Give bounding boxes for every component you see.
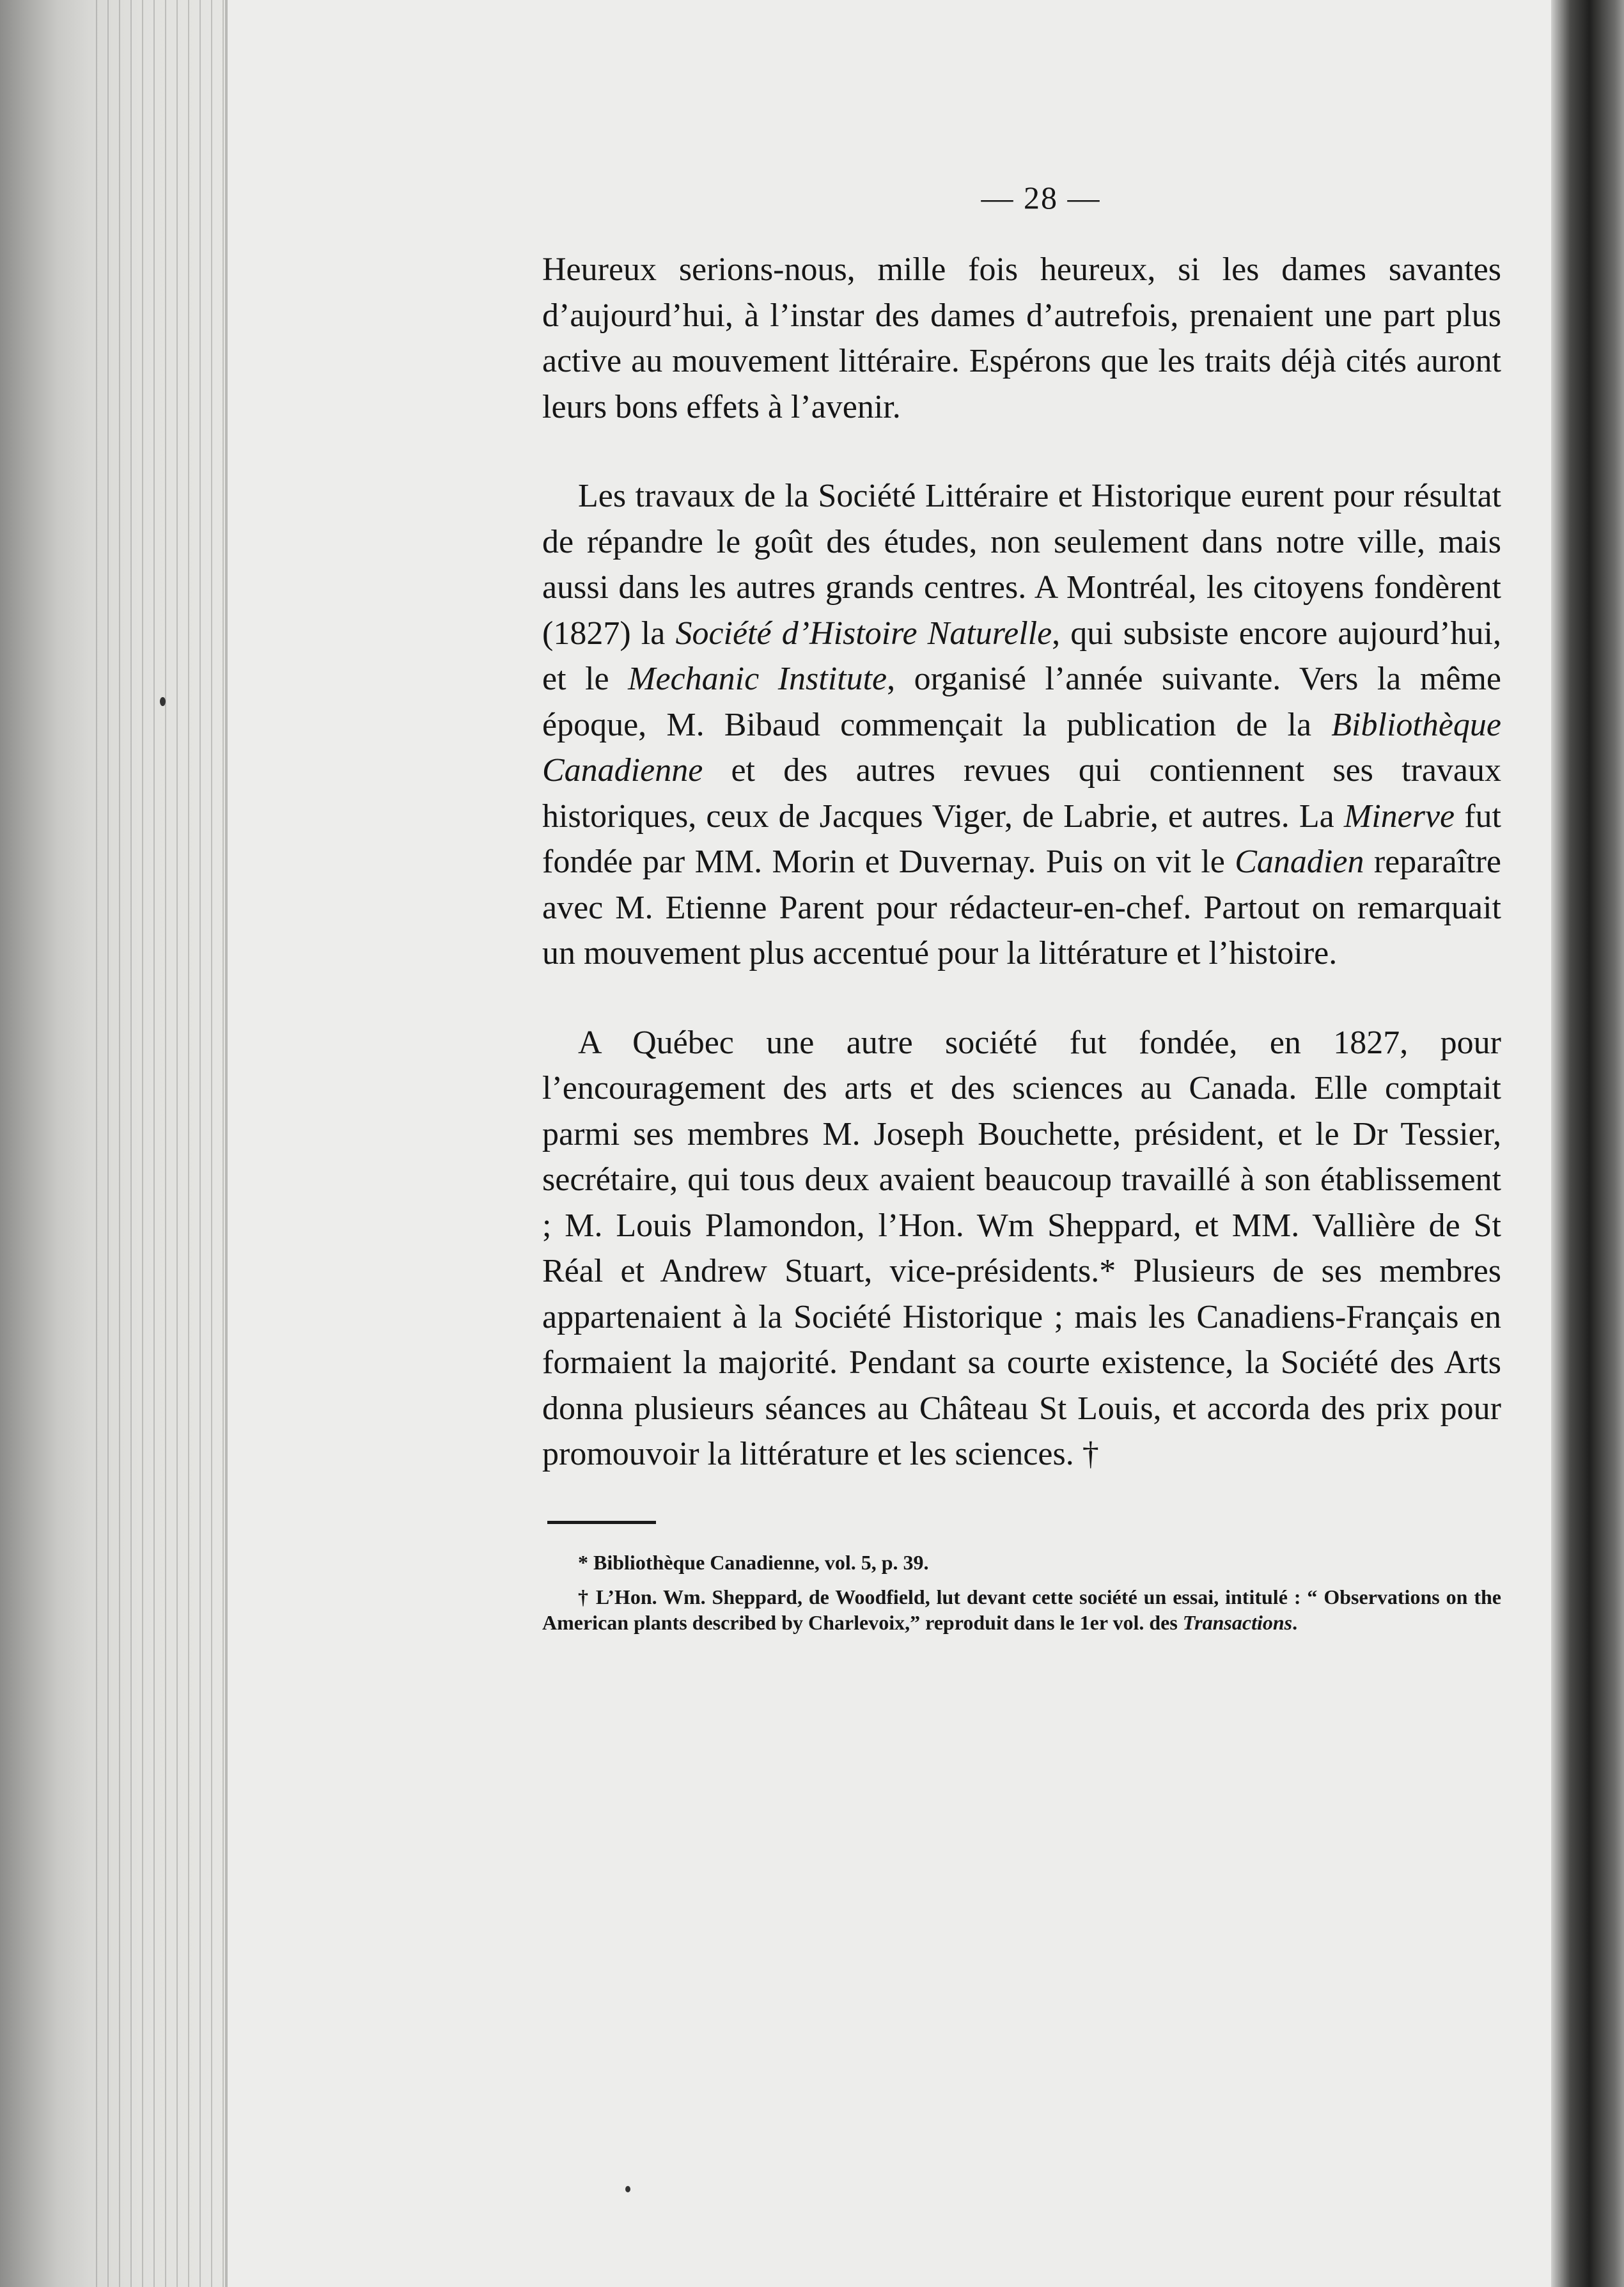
text-run: † L’Hon. Wm. Sheppard, de Woodfield, lut devant cette société un essai, intitulé : “ Observations on the American plants described by Charlevoix,” reproduit dans le 1er vol. des — [542, 1585, 1501, 1634]
text-run: , organisé l’année suivante. Vers la même époque, M. Bibaud commençait la publication de la — [542, 661, 1501, 743]
footnote-1 — [542, 1550, 1501, 1575]
text-run: et des autres revues qui contiennent ses travaux historiques, ceux de Jacques Viger, de Labrie, et autres. La — [542, 752, 1501, 835]
page-edge-lines — [96, 0, 230, 2287]
italic-title: Société d’Histoire Naturelle — [675, 615, 1052, 652]
footnote-rule — [547, 1521, 656, 1524]
italic-title: Canadien — [1235, 844, 1364, 880]
text-run: reparaître avec M. Etienne Parent pour rédacteur-en-chef. Partout on remarquait un mouvement plus accentué pour la littérature et l’histoire. — [542, 844, 1501, 971]
scan-speck — [625, 2186, 630, 2192]
paragraph-2 — [542, 473, 1501, 977]
italic-title: Minerve — [1343, 798, 1455, 835]
text-run: Les travaux de la Société Littéraire et Historique eurent pour résultat de répandre le goût des études, non seulement dans notre ville, mais aussi dans les autres grands centres. A Montréal, les citoyens fondèrent (1827) la — [542, 478, 1501, 652]
scan-speck — [160, 697, 166, 706]
paragraph-1 — [542, 247, 1501, 430]
binding-shadow — [1551, 0, 1624, 2287]
page-number: — 28 — — [981, 180, 1101, 216]
italic-title: Bibliothèque Canadienne — [542, 706, 1501, 789]
text-run: fut fondée par MM. Morin et Duvernay. Puis on vit le — [542, 798, 1502, 880]
text-run: * Bibliothèque Canadienne, vol. 5, p. 39. — [578, 1550, 929, 1574]
italic-title: Transactions — [1182, 1610, 1293, 1634]
text-run: Heureux serions-nous, mille fois heureux, si les dames savantes d’aujourd’hui, à l’instar des dames d’autrefois, prenaient une part plus active au mouvement littéraire. Espérons que les traits déjà cités auront leurs bons effets à l’avenir. — [542, 251, 1501, 425]
page-text — [542, 179, 1501, 1644]
footnote-2 — [542, 1584, 1501, 1635]
text-run: , qui subsiste encore aujourd’hui, et le — [542, 615, 1501, 697]
paragraph-3 — [542, 1020, 1501, 1477]
text-run: . — [1292, 1610, 1298, 1634]
text-run: A Québec une autre société fut fondée, en 1827, pour l’encouragement des arts et des sciences au Canada. Elle comptait parmi ses membres M. Joseph Bouchette, président, et le Dr Tessier, secrétaire, qui tous deux avaient beaucoup travaillé à son établissement ; M. Louis Plamondon, l’Hon. Wm Sheppard, et MM. Vallière de St Réal et Andrew Stuart, vice-présidents.* Plusieurs de ses membres appartenaient à la Société Historique ; mais les Canadiens-Français en formaient la majorité. Pendant sa courte existence, la Société des Arts donna plusieurs séances au Château St Louis, et accorda des prix pour promouvoir la littérature et les sciences. † — [542, 1024, 1501, 1472]
italic-title: Mechanic Institute — [628, 661, 887, 697]
